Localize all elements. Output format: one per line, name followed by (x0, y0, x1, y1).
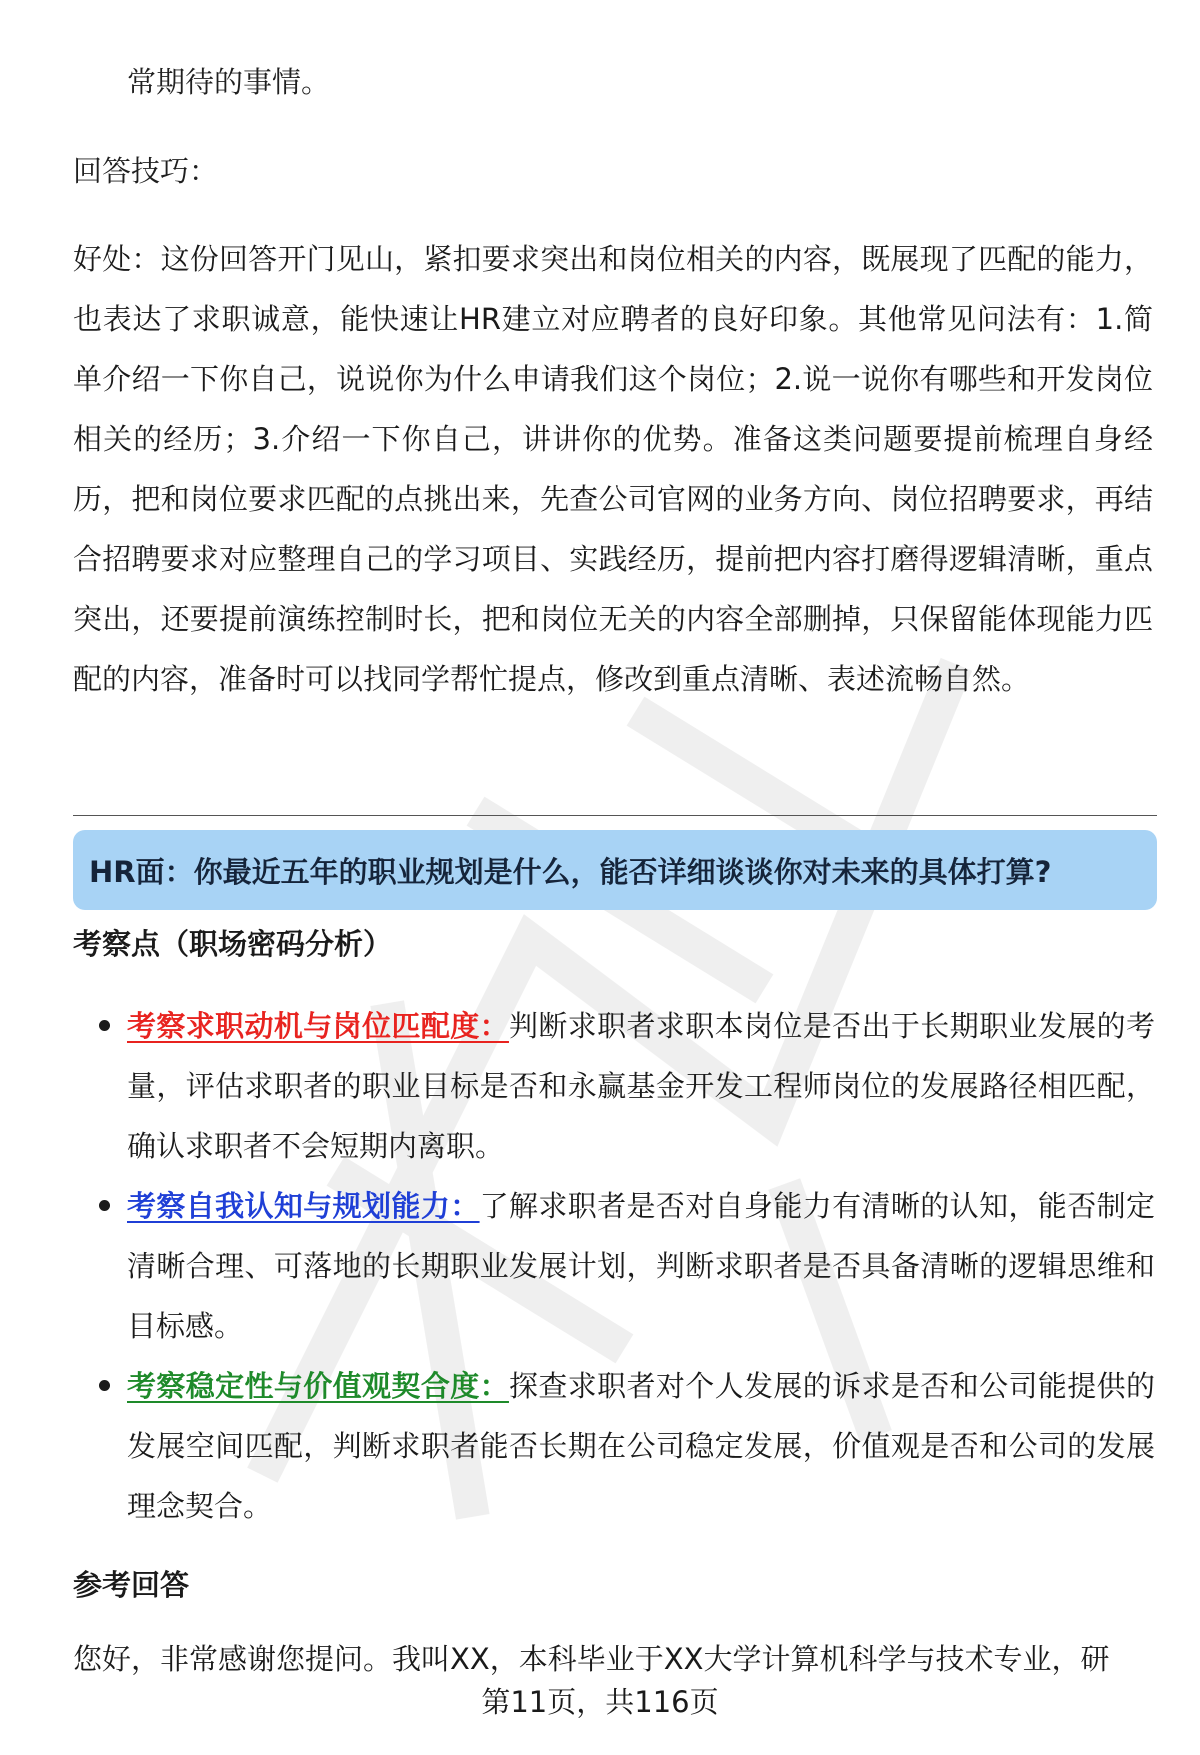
section-divider (73, 815, 1157, 816)
exam-point-item (127, 1176, 1155, 1356)
tips-label: 回答技巧： (73, 154, 219, 188)
reference-answer-text: 您好，非常感谢您提问。我叫XX，本科毕业于XX大学计算机科学与技术专业，研 (73, 1642, 1110, 1676)
benefit-paragraph: 好处：这份回答开门见山，紧扣要求突出和岗位相关的内容，既展现了匹配的能力，也表达了求职诚意，能快速让HR建立对应聘者的良好印象。其他常见问法有：1.简单介绍一下你自己，说说你为什么申请我们这个岗位；2.说一说你有哪些和开发岗位相关的经历；3.介绍一下你自己，讲讲你的优势。准备这类问题要提前梳理自身经历，把和岗位要求匹配的点挑出来，先查公司官网的业务方向、岗位招聘要求，再结合招聘要求对应整理自己的学习项目、实践经历，提前把内容打磨得逻辑清晰，重点突出，还要提前演练控制时长，把和岗位无关的内容全部删掉，只保留能体现能力匹配的内容，准备时可以找同学帮忙提点，修改到重点清晰、表述流畅自然。 (73, 242, 1153, 696)
exam-point-item (127, 996, 1155, 1176)
bullet-dot-icon (99, 1380, 110, 1391)
question-text: HR面：你最近五年的职业规划是什么，能否详细谈谈你对未来的具体打算? (89, 854, 1052, 889)
exam-point-text: 探查求职者对个人发展的诉求是否和公司能提供的发展空间匹配，判断求职者能否长期在公司稳定发展，价值观是否和公司的发展理念契合。 (127, 1369, 1155, 1523)
bullet-dot-icon (99, 1020, 110, 1031)
exam-point-text: 判断求职者求职本岗位是否出于长期职业发展的考量，评估求职者的职业目标是否和永赢基金开发工程师岗位的发展路径相匹配，确认求职者不会短期内离职。 (127, 1009, 1155, 1163)
bullet-dot-icon (99, 1200, 110, 1211)
exam-point-keyword: 考察自我认知与规划能力： (127, 1189, 480, 1223)
continuation-line: 常期待的事情。 (127, 65, 331, 99)
exam-point-keyword: 考察求职动机与岗位匹配度： (127, 1009, 509, 1043)
page-footer: 第11页，共116页 (481, 1685, 719, 1719)
exam-points-heading: 考察点（职场密码分析） (73, 927, 393, 961)
exam-point-keyword: 考察稳定性与价值观契合度： (127, 1369, 509, 1403)
reference-heading: 参考回答 (73, 1568, 190, 1602)
exam-point-item (127, 1356, 1155, 1536)
question-box (73, 830, 1157, 910)
exam-point-text: 了解求职者是否对自身能力有清晰的认知，能否制定清晰合理、可落地的长期职业发展计划，判断求职者是否具备清晰的逻辑思维和目标感。 (127, 1189, 1155, 1343)
exam-points-list (127, 996, 1155, 1536)
